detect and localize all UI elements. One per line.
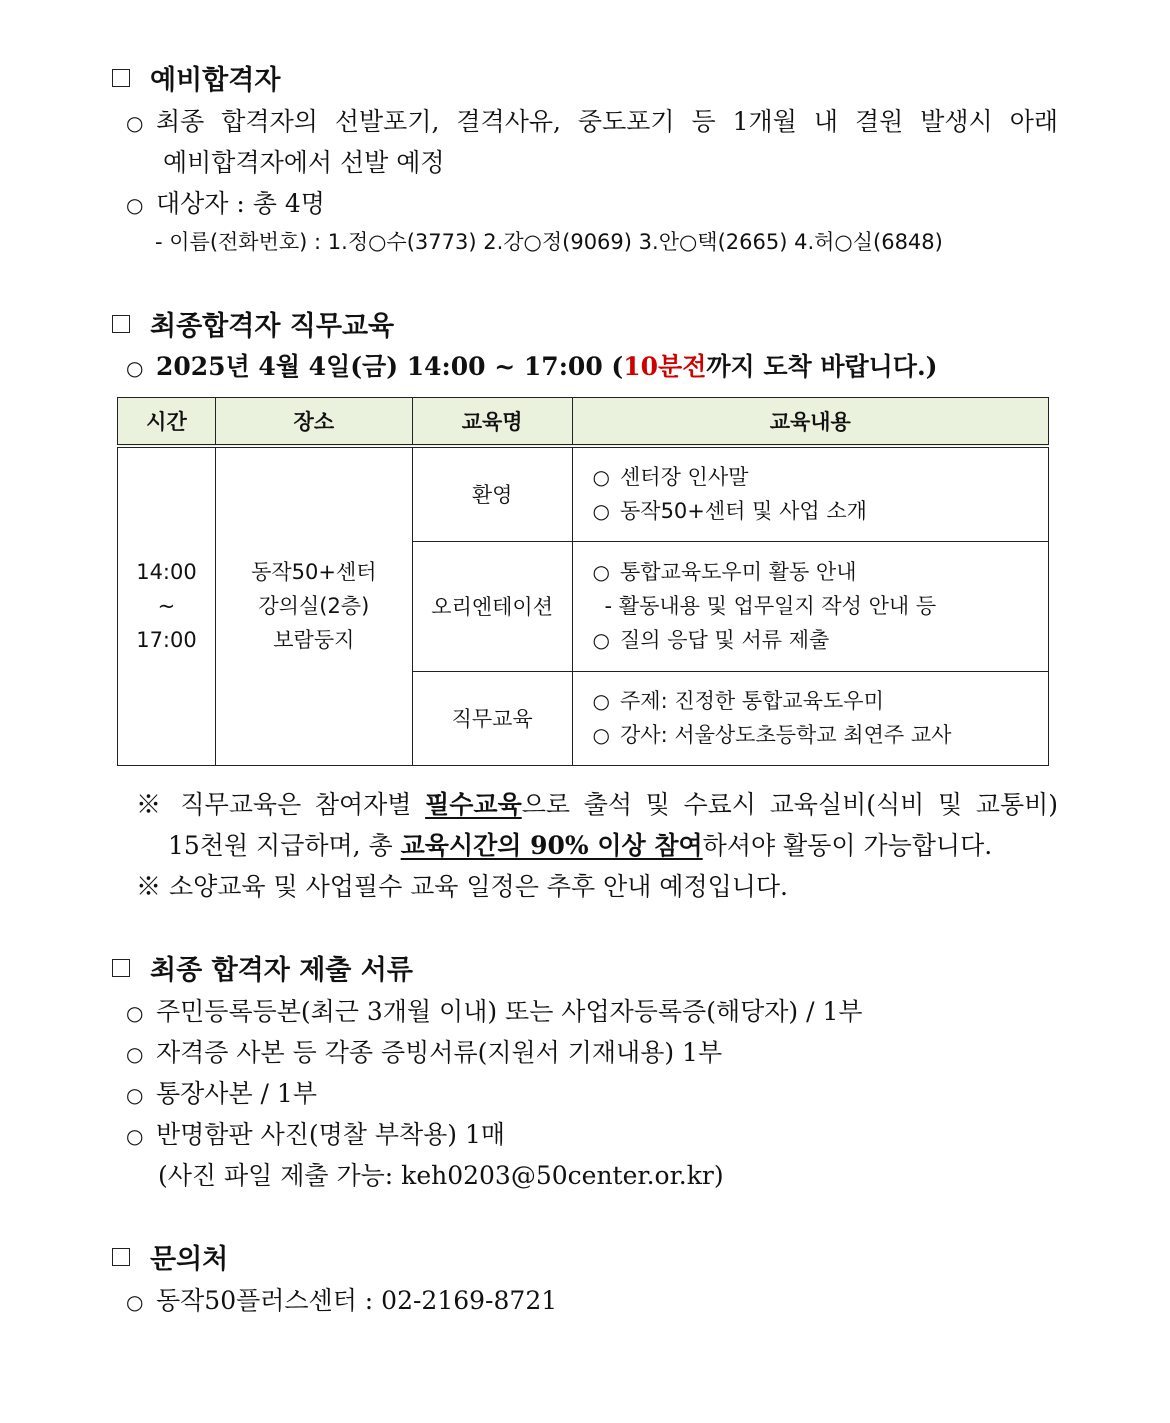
photo-note: (사진 파일 제출 가능: keh0203@50center.or.kr): [158, 1161, 724, 1190]
contact-line: [126, 1281, 557, 1317]
text: 소양교육 및 사업필수 교육 일정은 추후 안내 예정입니다.: [168, 872, 788, 901]
bullet-icon: ○: [126, 1001, 144, 1025]
document-item: [126, 1033, 722, 1069]
text: 15천원 지급하며, 총: [168, 831, 401, 860]
circle-icon: ○: [592, 499, 610, 524]
header-content: 교육내용: [572, 398, 1048, 447]
circle-icon: ○: [592, 723, 610, 747]
course-name: 환영: [412, 446, 572, 541]
section-heading-training: [112, 304, 394, 343]
text: 2025년 4월 4일(금) 14:00 ~ 17:00 (: [156, 352, 624, 381]
note-mark: ※: [136, 872, 162, 901]
header-time: 시간: [118, 398, 216, 447]
note-mark: ※: [136, 790, 167, 819]
section-title: 최종합격자 직무교육: [150, 311, 395, 342]
bullet-icon: ○: [126, 193, 144, 217]
section-title: 문의처: [150, 1244, 229, 1275]
circle-icon: ○: [592, 465, 610, 490]
content-item: [593, 684, 1047, 718]
time-cell: [118, 446, 216, 765]
text: 반명함판 사진(명찰 부착용) 1매: [156, 1120, 506, 1149]
circle-icon: ○: [592, 560, 610, 584]
header-place: 장소: [215, 398, 412, 447]
place-line: 강의실(2층): [258, 594, 370, 619]
content-sub-item: - 활동내용 및 업무일지 작성 안내 등: [604, 594, 937, 618]
bullet-icon: ○: [126, 1124, 144, 1148]
circle-icon: ○: [592, 628, 610, 652]
course-name: 오리엔테이션: [412, 541, 572, 671]
training-note-2: [136, 867, 788, 903]
document-item: [126, 1074, 317, 1110]
bullet-icon: ○: [126, 1083, 144, 1107]
training-table: [117, 397, 1049, 766]
reserve-item-1-cont: 예비합격자에서 선발 예정: [163, 148, 445, 177]
place-line: 동작50+센터: [251, 560, 377, 585]
bullet-icon: ○: [126, 1290, 144, 1314]
place-cell: [215, 446, 412, 765]
text: 동작50+센터 및 사업 소개: [620, 499, 867, 524]
section-heading-reserve: [112, 58, 280, 97]
text: 대상자 : 총 4명: [156, 189, 325, 218]
course-name: 직무교육: [412, 671, 572, 765]
reserve-item-1: [126, 102, 1058, 138]
section-title: 최종 합격자 제출 서류: [150, 955, 413, 986]
reserve-item-2: [126, 184, 325, 220]
bullet-icon: ○: [126, 356, 144, 380]
text: 통장사본 / 1부: [156, 1079, 317, 1108]
circle-icon: ○: [592, 689, 610, 713]
reserve-names: - 이름(전화번호) : 1.정○수(3773) 2.강○정(9069) 3.안○택(2665) 4.허○실(6848): [155, 230, 943, 254]
text: 자격증 사본 등 각종 증빙서류(지원서 기재내용) 1부: [156, 1038, 723, 1067]
text: 통합교육도우미 활동 안내: [620, 560, 857, 584]
training-schedule: [126, 347, 937, 383]
section-heading-documents: [112, 948, 413, 987]
text: 강사: 서울상도초등학교 최연주 교사: [620, 723, 952, 747]
content-item: [593, 718, 1047, 752]
time-start: 14:00: [136, 560, 197, 585]
highlight-text: 10분전: [623, 352, 707, 381]
content-item: [593, 460, 1047, 494]
content-item: [593, 494, 1047, 528]
document-item: [126, 992, 863, 1028]
checkbox-icon: [112, 69, 130, 87]
time-end: 17:00: [136, 628, 197, 653]
training-note-1-cont: [168, 826, 992, 862]
text: 동작50플러스센터 : 02-2169-8721: [156, 1286, 558, 1315]
checkbox-icon: [112, 1248, 130, 1266]
text: 최종 합격자의 선발포기, 결격사유, 중도포기 등 1개월 내 결원 발생시 아래: [156, 107, 1058, 136]
table-header-row: [118, 398, 1049, 447]
document-item: [126, 1115, 505, 1151]
bullet-icon: ○: [126, 1042, 144, 1066]
content-item: [593, 555, 1047, 589]
table-row: [118, 446, 1049, 541]
text: 주민등록등본(최근 3개월 이내) 또는 사업자등록증(해당자) / 1부: [156, 997, 863, 1026]
emphasis-text: 필수교육: [425, 790, 522, 819]
text: 하셔야 활동이 가능합니다.: [702, 831, 993, 860]
content-item: [593, 623, 1047, 657]
text: 직무교육은 참여자별: [180, 790, 426, 819]
text: 까지 도착 바랍니다.): [706, 352, 938, 381]
training-note-1: [136, 785, 1058, 821]
course-content: [572, 671, 1048, 765]
bullet-icon: ○: [126, 111, 144, 135]
section-heading-contact: [112, 1237, 228, 1276]
emphasis-text: 교육시간의 90% 이상 참여: [400, 831, 703, 860]
text: 으로 출석 및 수료시 교육실비(식비 및 교통비): [521, 790, 1058, 819]
course-content: [572, 446, 1048, 541]
checkbox-icon: [112, 315, 130, 333]
text: 질의 응답 및 서류 제출: [620, 628, 830, 652]
time-sep: ~: [157, 594, 176, 619]
text: 주제: 진정한 통합교육도우미: [620, 689, 884, 713]
section-title: 예비합격자: [150, 65, 281, 96]
text: 센터장 인사말: [620, 465, 749, 490]
course-content: [572, 541, 1048, 671]
place-line: 보람둥지: [273, 628, 355, 653]
header-course: 교육명: [412, 398, 572, 447]
checkbox-icon: [112, 959, 130, 977]
